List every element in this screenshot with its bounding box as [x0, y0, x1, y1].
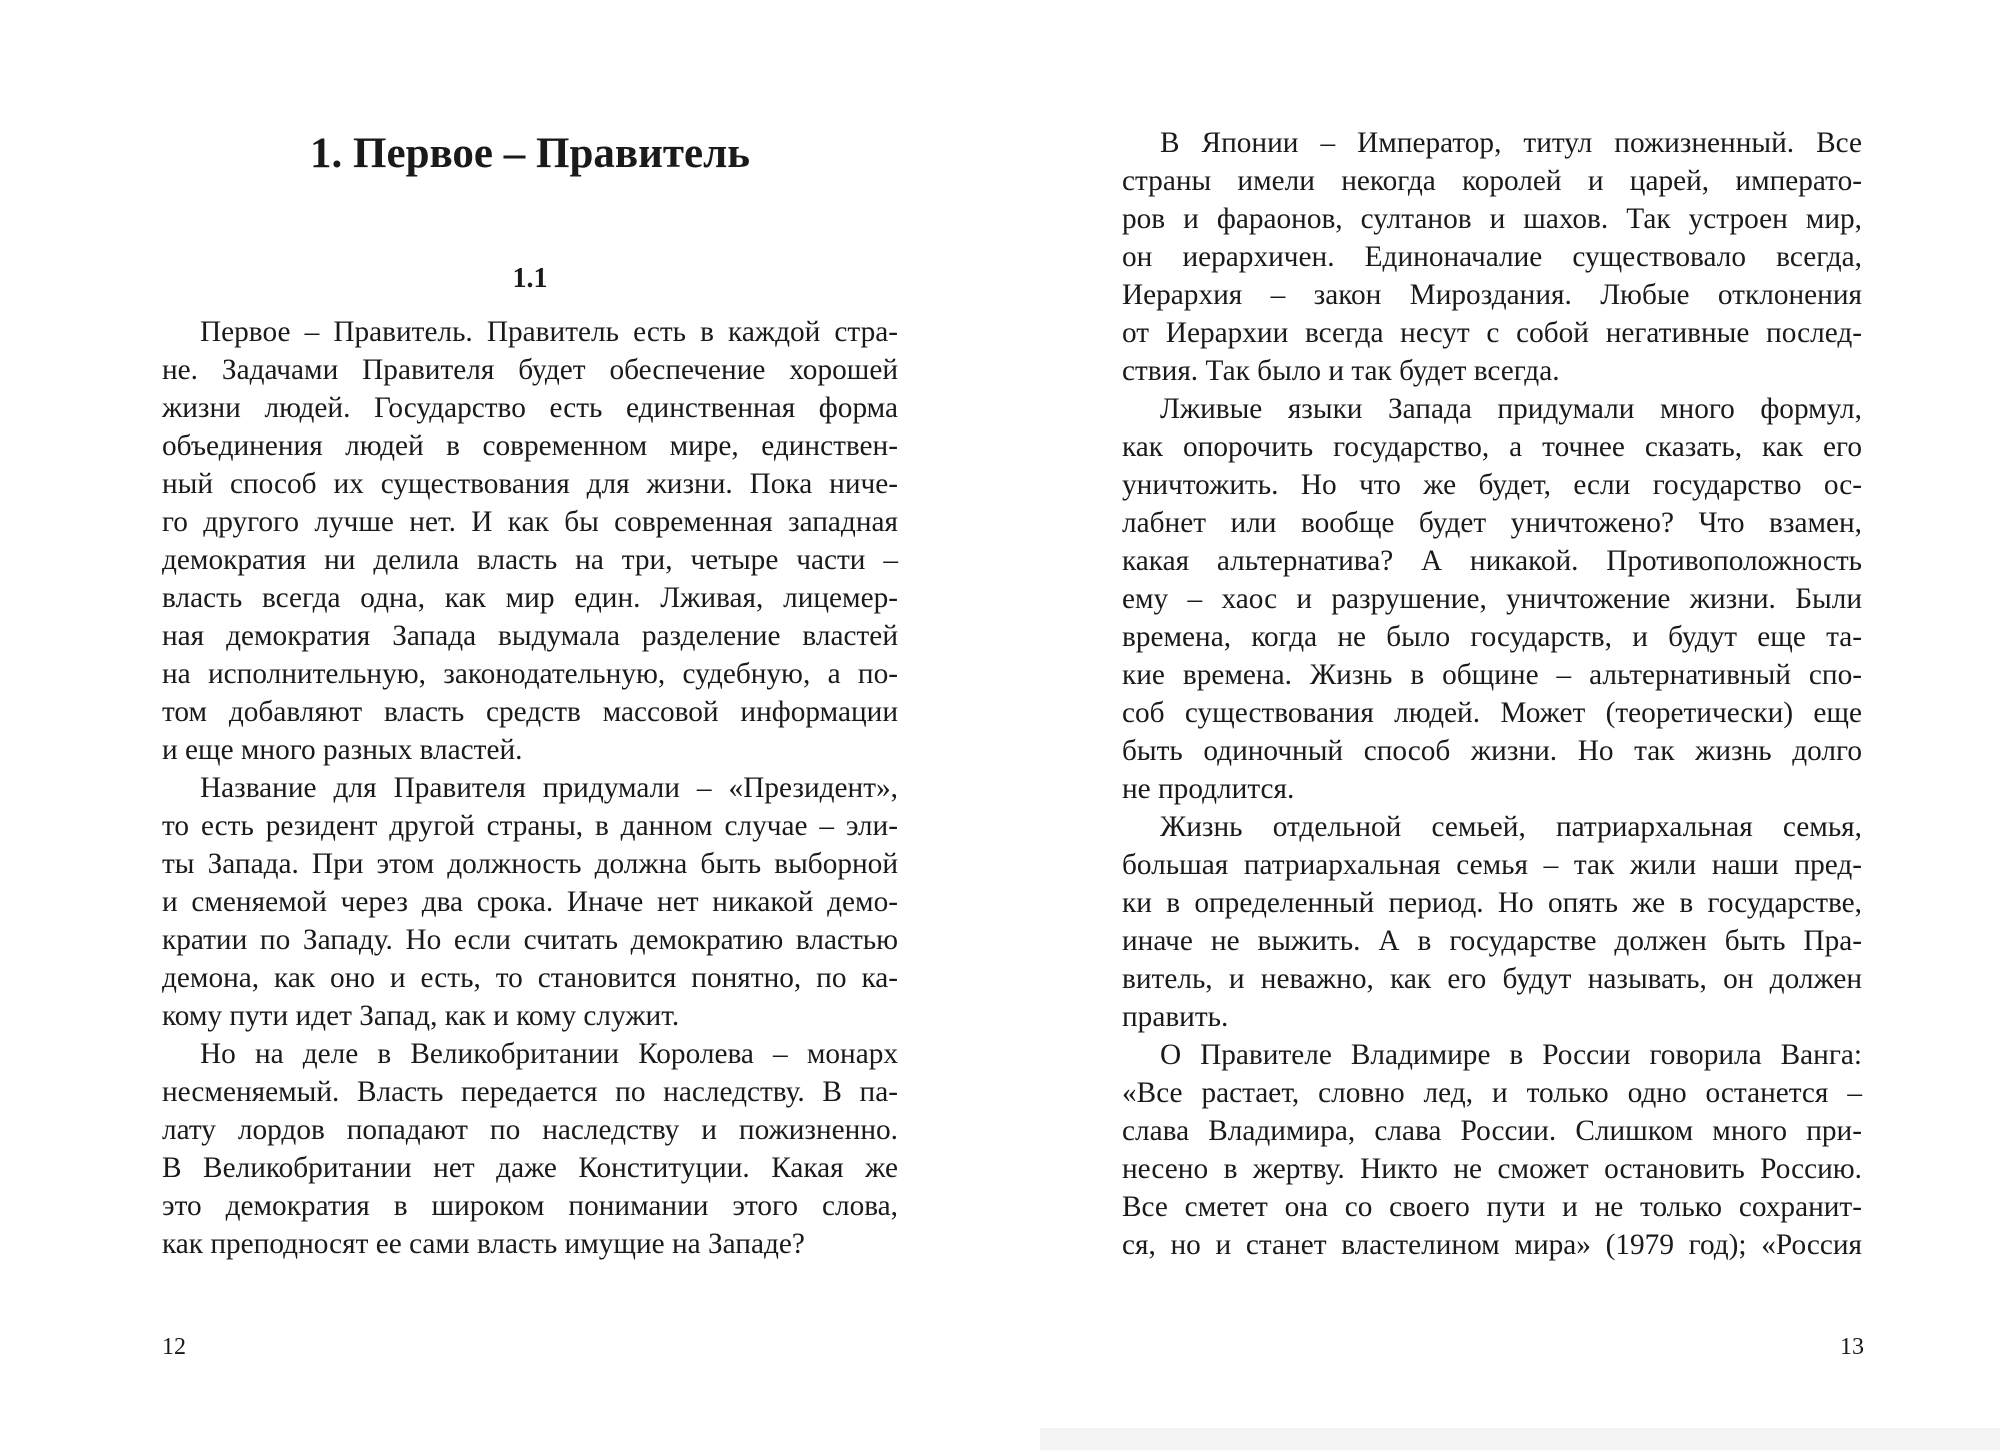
- text-line: ный способ их существования для жизни. Пока ниче-: [162, 468, 898, 500]
- text-line: ся, но и станет властелином мира» (1979 год); «Россия: [1122, 1229, 1862, 1261]
- text-line: страны имели некогда королей и царей, императо-: [1122, 165, 1862, 197]
- text-line: демократия ни делила власть на три, четыре части –: [162, 544, 898, 576]
- text-line: Жизнь отдельной семьей, патриархальная семья,: [1160, 811, 1862, 843]
- text-line: власть всегда одна, как мир един. Лживая, лицемер-: [162, 582, 898, 614]
- text-line: ки в определенный период. Но опять же в государстве,: [1122, 887, 1862, 919]
- text-line: от Иерархии всегда несут с собой негативные послед-: [1122, 317, 1862, 349]
- text-line: В Великобритании нет даже Конституции. Какая же: [162, 1152, 898, 1184]
- text-line: несменяемый. Власть передается по наследству. В па-: [162, 1076, 898, 1108]
- page-edge-shadow: [1040, 1428, 2000, 1450]
- text-line: и сменяемой через два срока. Иначе нет никакой демо-: [162, 886, 898, 918]
- text-line: как преподносят ее сами власть имущие на Западе?: [162, 1228, 805, 1260]
- text-line: быть одиночный способ жизни. Но так жизнь долго: [1122, 735, 1862, 767]
- text-line: то есть резидент другой страны, в данном случае – эли-: [162, 810, 898, 842]
- text-line: как опорочить государство, а точнее сказать, как его: [1122, 431, 1862, 463]
- text-line: жизни людей. Государство есть единственная форма: [162, 392, 898, 424]
- text-line: не продлится.: [1122, 773, 1295, 805]
- text-line: Иерархия – закон Мироздания. Любые отклонения: [1122, 279, 1862, 311]
- text-line: ему – хаос и разрушение, уничтожение жизни. Были: [1122, 583, 1862, 615]
- text-line: времена, когда не было государств, и будут еще та-: [1122, 621, 1862, 653]
- text-line: уничтожить. Но что же будет, если государство ос-: [1122, 469, 1862, 501]
- text-line: Но на деле в Великобритании Королева – монарх: [200, 1038, 898, 1070]
- text-line: В Японии – Император, титул пожизненный. Все: [1160, 127, 1862, 159]
- section-number: 1.1: [512, 263, 548, 294]
- chapter-title: 1. Первое – Правитель: [310, 130, 750, 177]
- text-line: кие времена. Жизнь в общине – альтернативный спо-: [1122, 659, 1862, 691]
- text-line: ствия. Так было и так будет всегда.: [1122, 355, 1560, 387]
- text-line: он иерархичен. Единоначалие существовало всегда,: [1122, 241, 1862, 273]
- text-line: какая альтернатива? А никакой. Противоположность: [1122, 545, 1862, 577]
- text-line: ров и фараонов, султанов и шахов. Так устроен мир,: [1122, 203, 1862, 235]
- page-number-left: 12: [162, 1334, 186, 1360]
- text-line: кому пути идет Запад, как и кому служит.: [162, 1000, 680, 1032]
- page-number-right: 13: [1840, 1334, 1864, 1360]
- text-line: том добавляют власть средств массовой информации: [162, 696, 898, 728]
- text-line: большая патриархальная семья – так жили наши пред-: [1122, 849, 1862, 881]
- text-line: кратии по Западу. Но если считать демократию властью: [162, 924, 898, 956]
- text-line: на исполнительную, законодательную, судебную, а по-: [162, 658, 898, 690]
- text-line: Все сметет она со своего пути и не только сохранит-: [1122, 1191, 1862, 1223]
- text-line: «Все растает, словно лед, и только одно останется –: [1122, 1077, 1862, 1109]
- text-line: лабнет или вообще будет уничтожено? Что взамен,: [1122, 507, 1862, 539]
- text-line: ты Запада. При этом должность должна быть выборной: [162, 848, 898, 880]
- text-line: соб существования людей. Может (теоретически) еще: [1122, 697, 1862, 729]
- text-line: Название для Правителя придумали – «Президент»,: [200, 772, 898, 804]
- text-line: ная демократия Запада выдумала разделение властей: [162, 620, 898, 652]
- text-line: и еще много разных властей.: [162, 734, 523, 766]
- text-line: несено в жертву. Никто не сможет остановить Россию.: [1122, 1153, 1862, 1185]
- text-line: иначе не выжить. А в государстве должен быть Пра-: [1122, 925, 1862, 957]
- text-line: слава Владимира, слава России. Слишком много при-: [1122, 1115, 1862, 1147]
- text-line: объединения людей в современном мире, единствен-: [162, 430, 898, 462]
- text-line: витель, и неважно, как его будут называть, он должен: [1122, 963, 1862, 995]
- text-line: демона, как оно и есть, то становится понятно, по ка-: [162, 962, 898, 994]
- text-line: Лживые языки Запада придумали много формул,: [1160, 393, 1862, 425]
- text-line: это демократия в широком понимании этого слова,: [162, 1190, 898, 1222]
- text-line: лату лордов попадают по наследству и пожизненно.: [162, 1114, 898, 1146]
- text-line: править.: [1122, 1001, 1229, 1033]
- text-line: не. Задачами Правителя будет обеспечение хорошей: [162, 354, 898, 386]
- text-line: Первое – Правитель. Правитель есть в каждой стра-: [200, 316, 898, 348]
- text-line: О Правителе Владимире в России говорила Ванга:: [1160, 1039, 1862, 1071]
- text-line: го другого лучше нет. И как бы современная западная: [162, 506, 898, 538]
